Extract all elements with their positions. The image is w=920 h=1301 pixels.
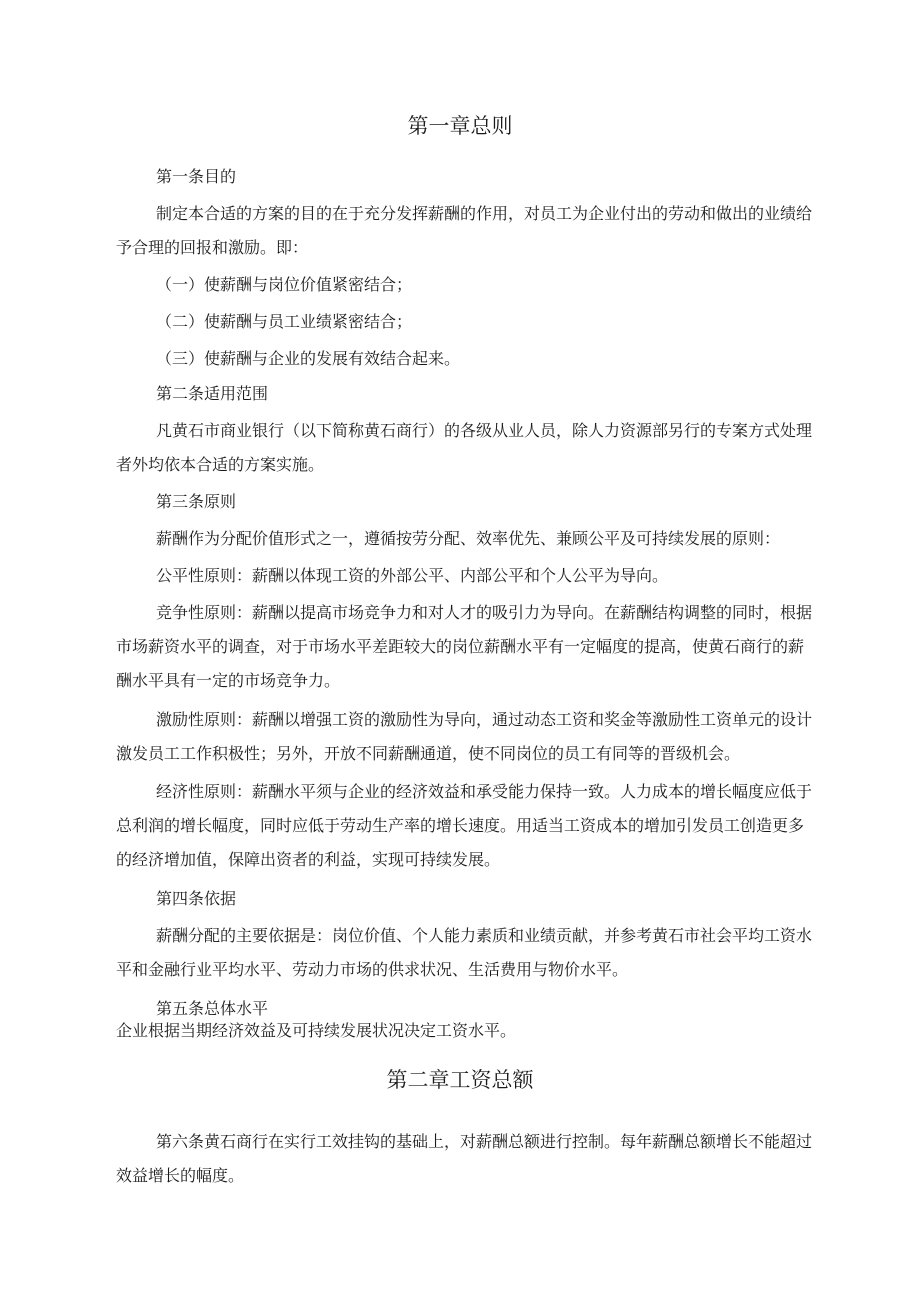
article-1-paragraph-line-2: 予合理的回报和激励。即： [116,238,309,257]
economic-principle-line-1: 经济性原则：薪酬水平须与企业的经济效益和承受能力保持一致。人力成本的增长幅度应低于 [156,782,813,801]
article-2-paragraph-line-2: 者外均依本合适的方案实施。 [116,455,325,474]
article-3-heading: 第三条原则 [156,492,237,511]
article-1-item-2: （二）使薪酬与员工业绩紧密结合； [156,312,413,331]
article-2-heading: 第二条适用范围 [156,384,269,403]
competitive-principle-line-1: 竞争性原则：薪酬以提高市场竞争力和对人才的吸引力为导向。在薪酬结构调整的同时，根据 [156,603,813,622]
chapter-2-title: 第二章工资总额 [386,1068,534,1092]
article-1-heading: 第一条目的 [156,167,237,186]
competitive-principle-line-3: 酬水平具有一定的市场竞争力。 [116,671,341,690]
article-6-paragraph-line-2: 效益增长的幅度。 [116,1166,245,1185]
article-5-paragraph: 企业根据当期经济效益及可持续发展状况决定工资水平。 [116,1021,517,1040]
economic-principle-line-3: 的经济增加值，保障出资者的利益，实现可持续发展。 [116,850,501,869]
article-4-heading: 第四条依据 [156,889,237,908]
incentive-principle-line-1: 激励性原则：薪酬以增强工资的激励性为导向，通过动态工资和奖金等激励性工资单元的设计 [156,710,813,729]
article-4-paragraph-line-1: 薪酬分配的主要依据是：岗位价值、个人能力素质和业绩贡献，并参考黄石市社会平均工资水 [156,926,813,945]
chapter-1-title: 第一章总则 [407,114,513,138]
economic-principle-line-2: 总利润的增长幅度，同时应低于劳动生产率的增长速度。用适当工资成本的增加引发员工创造更多 [116,816,805,835]
article-1-item-3: （三）使薪酬与企业的发展有效结合起来。 [156,349,461,368]
fairness-principle: 公平性原则：薪酬以体现工资的外部公平、内部公平和个人公平为导向。 [156,566,669,585]
article-1-paragraph-line-1: 制定本合适的方案的目的在于充分发挥薪酬的作用，对员工为企业付出的劳动和做出的业绩给 [156,204,813,223]
article-6-paragraph-line-1: 第六条黄石商行在实行工效挂钩的基础上，对薪酬总额进行控制。每年薪酬总额增长不能超过 [156,1132,813,1151]
competitive-principle-line-2: 市场薪资水平的调查，对于市场水平差距较大的岗位薪酬水平有一定幅度的提高，使黄石商行的薪 [116,637,805,656]
article-1-item-1: （一）使薪酬与岗位价值紧密结合； [156,275,413,294]
incentive-principle-line-2: 激发员工工作积极性；另外，开放不同薪酬通道，使不同岗位的员工有同等的晋级机会。 [116,744,741,763]
article-3-intro: 薪酬作为分配价值形式之一，遵循按劳分配、效率优先、兼顾公平及可持续发展的原则： [156,529,781,548]
article-5-heading: 第五条总体水平 [156,999,269,1018]
article-2-paragraph-line-1: 凡黄石市商业银行（以下简称黄石商行）的各级从业人员，除人力资源部另行的专案方式处理 [156,421,813,440]
article-4-paragraph-line-2: 平和金融行业平均水平、劳动力市场的供求状况、生活费用与物价水平。 [116,960,629,979]
